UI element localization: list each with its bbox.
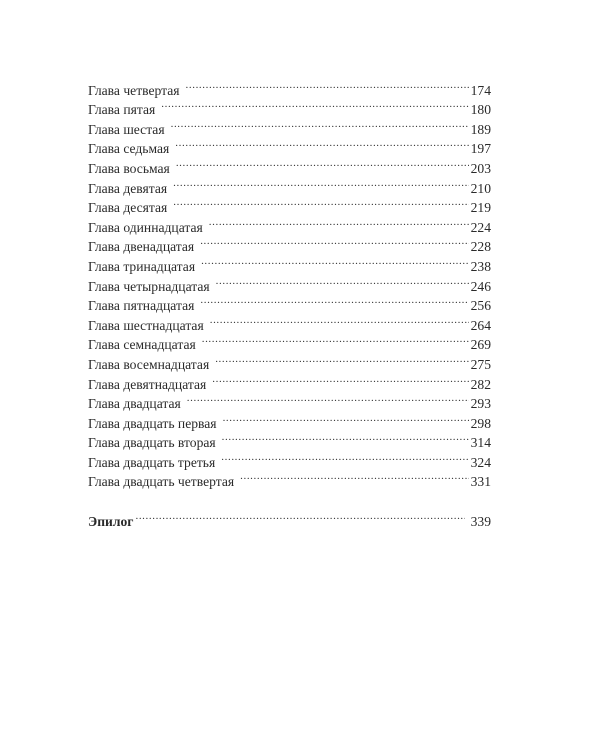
dot-leader [240, 467, 468, 487]
chapter-page-number: 189 [470, 121, 491, 137]
dot-leader [186, 75, 469, 95]
chapter-page-number: 314 [470, 435, 491, 451]
dot-leader [176, 153, 469, 173]
dot-leader [201, 251, 469, 271]
chapter-page-number: 269 [470, 337, 491, 353]
chapter-page-number: 282 [470, 376, 491, 392]
table-of-contents [88, 75, 491, 530]
chapter-page-number: 264 [470, 317, 491, 333]
chapter-title: Глава четырнадцатая [88, 278, 210, 294]
dot-leader [223, 408, 469, 428]
chapter-title: Глава пятая [88, 102, 156, 118]
chapter-title: Глава двенадцатая [88, 239, 195, 255]
dot-leader [222, 428, 469, 448]
dot-leader [216, 271, 469, 291]
chapter-title: Глава девятнадцатая [88, 376, 207, 392]
dot-leader [215, 349, 468, 369]
dot-leader [210, 310, 469, 330]
chapter-page-number: 210 [470, 180, 491, 196]
chapter-title: Глава восьмая [88, 160, 170, 176]
dot-leader [175, 134, 468, 154]
chapter-page-number: 293 [470, 396, 491, 412]
dot-leader [212, 369, 468, 389]
chapter-title: Глава семнадцатая [88, 337, 196, 353]
dot-leader [209, 212, 469, 232]
chapter-title: Глава двадцать четвертая [88, 474, 235, 490]
epilogue-page-number: 339 [470, 514, 491, 530]
dot-leader [173, 173, 468, 193]
chapter-page-number: 219 [470, 200, 491, 216]
toc-entry [88, 75, 491, 98]
dot-leader [187, 389, 469, 409]
epilogue-title: Эпилог [88, 514, 134, 530]
chapter-page-number: 228 [470, 239, 491, 255]
chapter-title: Глава одиннадцатая [88, 219, 203, 235]
chapter-page-number: 246 [470, 278, 491, 294]
chapter-page-number: 324 [470, 454, 491, 470]
chapter-title: Глава двадцатая [88, 396, 181, 412]
chapter-title: Глава двадцать вторая [88, 435, 216, 451]
chapter-page-number: 275 [470, 356, 491, 372]
chapter-page-number: 174 [470, 82, 491, 98]
chapter-title: Глава десятая [88, 200, 168, 216]
chapter-title: Глава пятнадцатая [88, 298, 195, 314]
dot-leader [221, 447, 468, 467]
chapter-title: Глава двадцать третья [88, 454, 216, 470]
dot-leader [173, 193, 468, 213]
chapter-page-number: 256 [470, 298, 491, 314]
toc-entry-epilogue [88, 506, 491, 530]
chapter-title: Глава шестая [88, 121, 165, 137]
chapter-title: Глава седьмая [88, 141, 170, 157]
chapter-page-number: 331 [470, 474, 491, 490]
chapter-page-number: 238 [470, 258, 491, 274]
chapter-title: Глава двадцать первая [88, 415, 217, 431]
dot-leader [202, 330, 469, 350]
chapter-page-number: 298 [470, 415, 491, 431]
chapter-title: Глава тринадцатая [88, 258, 196, 274]
dot-leader [161, 95, 468, 115]
chapter-page-number: 203 [470, 160, 491, 176]
chapter-title: Глава восемнадцатая [88, 356, 210, 372]
chapter-title: Глава девятая [88, 180, 168, 196]
chapter-page-number: 197 [470, 141, 491, 157]
chapter-title: Глава четвертая [88, 82, 180, 98]
dot-leader [200, 232, 468, 252]
chapter-page-number: 224 [470, 219, 491, 235]
chapter-title: Глава шестнадцатая [88, 317, 204, 333]
dot-leader [200, 291, 468, 311]
dot-leader [135, 506, 464, 526]
dot-leader [171, 114, 469, 134]
chapter-list [88, 75, 491, 490]
chapter-page-number: 180 [470, 102, 491, 118]
